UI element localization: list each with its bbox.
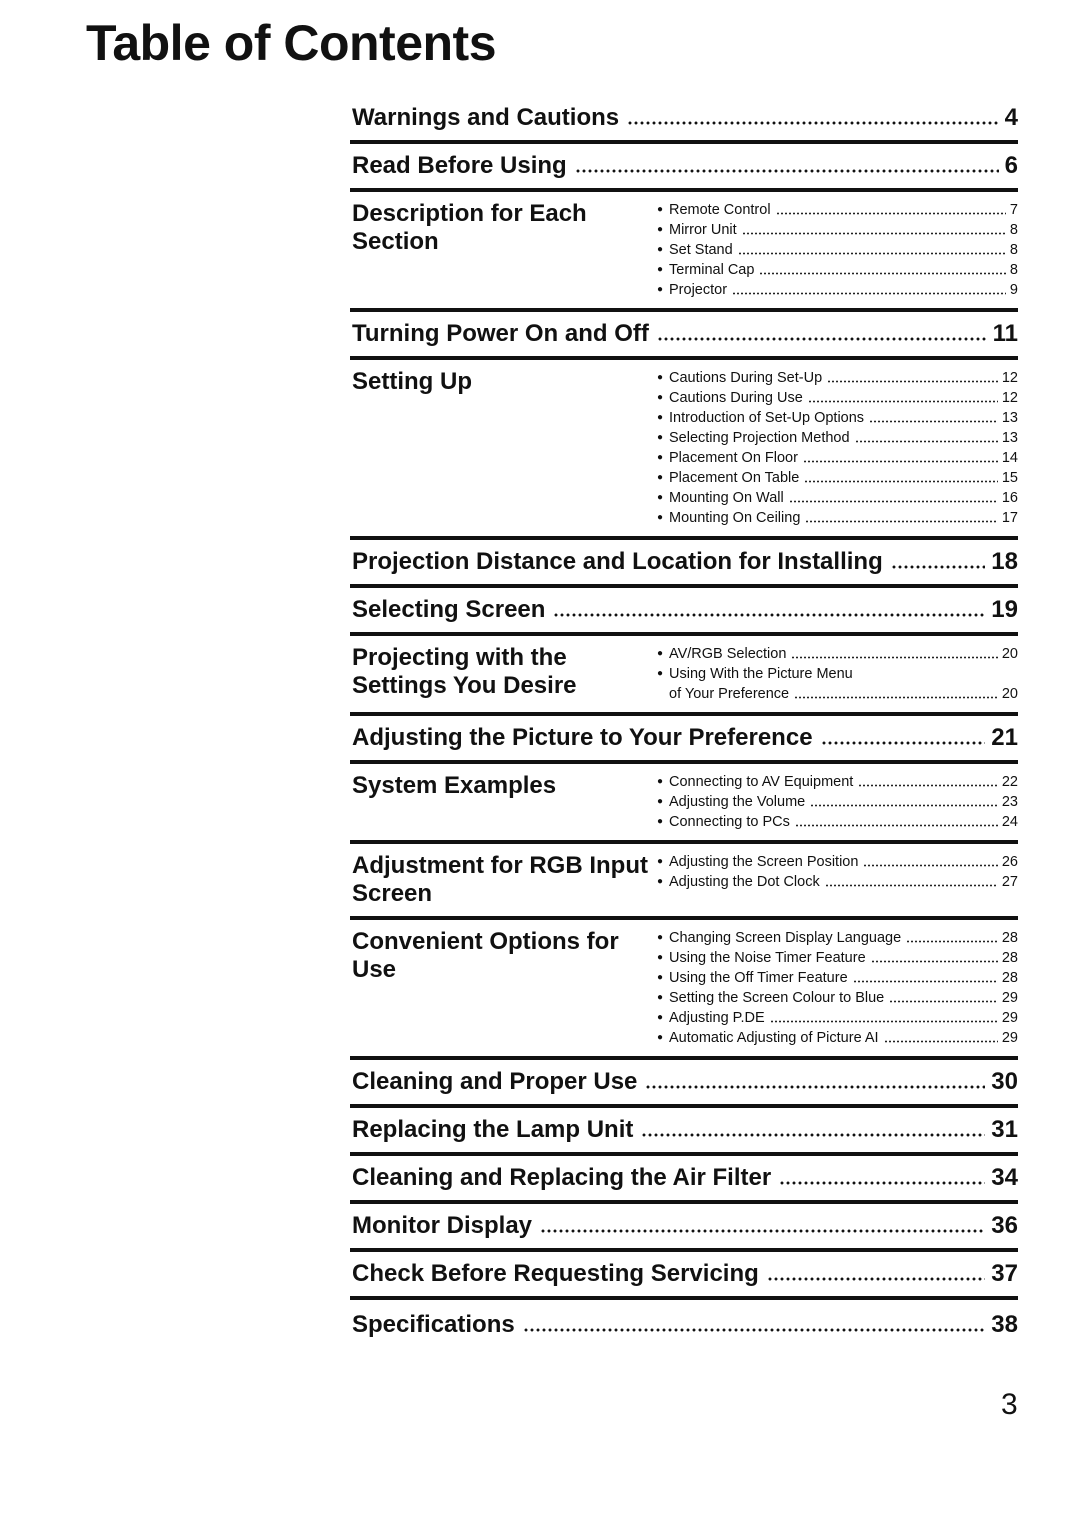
entry-title: Selecting Screen xyxy=(352,596,546,623)
toc-subitem[interactable] xyxy=(657,664,1018,684)
entry-page: 37 xyxy=(991,1260,1018,1287)
section-title: Description for Each Section xyxy=(352,200,587,255)
dot-leader xyxy=(767,1277,986,1281)
dot-leader xyxy=(855,440,998,443)
entry-title: Warnings and Cautions xyxy=(352,104,620,131)
dot-leader xyxy=(804,480,998,483)
toc-subitem[interactable] xyxy=(657,280,1018,300)
toc-section xyxy=(350,764,1018,844)
bullet-icon: ● xyxy=(657,648,664,659)
entry-page: 18 xyxy=(991,548,1018,575)
dot-leader xyxy=(869,420,998,423)
entry-title: Monitor Display xyxy=(352,1212,533,1239)
subitem-page: 26 xyxy=(1001,854,1018,870)
dot-leader xyxy=(645,1085,985,1089)
entry-title: Replacing the Lamp Unit xyxy=(352,1116,634,1143)
bullet-icon: ● xyxy=(657,224,664,235)
subitem-label: Changing Screen Display Language xyxy=(669,930,902,946)
subitem-page: 29 xyxy=(1001,1030,1018,1046)
subitem-label: Adjusting the Dot Clock xyxy=(669,874,820,890)
bullet-icon: ● xyxy=(657,412,664,423)
subitem-label: Adjusting the Screen Position xyxy=(669,854,859,870)
subitem-label: Placement On Table xyxy=(669,470,800,486)
dot-leader xyxy=(789,500,998,503)
bullet-icon: ● xyxy=(657,452,664,463)
bullet-icon: ● xyxy=(657,952,664,963)
subitem-label: Using With the Picture Menu xyxy=(669,666,853,682)
toc-section xyxy=(350,844,1018,920)
dot-leader xyxy=(853,980,998,983)
toc-subitem[interactable] xyxy=(657,368,1018,388)
subitem-page: 16 xyxy=(1001,490,1018,506)
subitem-page: 7 xyxy=(1009,202,1018,218)
bullet-icon: ● xyxy=(657,392,664,403)
bullet-icon: ● xyxy=(657,876,664,887)
toc-subitem[interactable] xyxy=(657,812,1018,832)
dot-leader xyxy=(575,169,999,173)
dot-leader xyxy=(827,380,998,383)
entry-page: 38 xyxy=(991,1311,1018,1338)
bullet-icon: ● xyxy=(657,1032,664,1043)
toc-subitem[interactable] xyxy=(657,200,1018,220)
page-title: Table of Contents xyxy=(86,15,497,71)
subitem-page: 8 xyxy=(1009,222,1018,238)
toc-subitem[interactable] xyxy=(657,428,1018,448)
page-number: 3 xyxy=(1001,1388,1018,1421)
dot-leader xyxy=(540,1229,985,1233)
section-title: System Examples xyxy=(352,772,557,799)
bullet-icon: ● xyxy=(657,512,664,523)
subitem-label: Set Stand xyxy=(669,242,733,258)
bullet-icon: ● xyxy=(657,284,664,295)
subitem-list xyxy=(657,852,1018,892)
subitem-label: Mounting On Wall xyxy=(669,490,784,506)
toc-entry[interactable] xyxy=(350,1108,1018,1156)
subitem-label: Connecting to AV Equipment xyxy=(669,774,854,790)
subitem-page: 28 xyxy=(1001,950,1018,966)
subitem-page: 17 xyxy=(1001,510,1018,526)
dot-leader xyxy=(523,1328,986,1332)
subitem-label: Selecting Projection Method xyxy=(669,430,850,446)
toc-subitem[interactable] xyxy=(657,948,1018,968)
toc-entry[interactable] xyxy=(350,1060,1018,1108)
toc-subitem[interactable] xyxy=(657,408,1018,428)
toc-subitem[interactable] xyxy=(657,220,1018,240)
toc-subitem-continued[interactable] xyxy=(657,684,1018,704)
subitem-label: Setting the Screen Colour to Blue xyxy=(669,990,885,1006)
entry-title: Adjusting the Picture to Your Preference xyxy=(352,724,813,751)
section-title: Setting Up xyxy=(352,368,472,395)
entry-page: 19 xyxy=(991,596,1018,623)
dot-leader xyxy=(553,613,985,617)
toc-subitem[interactable] xyxy=(657,388,1018,408)
toc-subitem[interactable] xyxy=(657,772,1018,792)
entry-title: Turning Power On and Off xyxy=(352,320,649,347)
subitem-page: 28 xyxy=(1001,930,1018,946)
toc-subitem[interactable] xyxy=(657,644,1018,664)
bullet-icon: ● xyxy=(657,244,664,255)
entry-page: 30 xyxy=(991,1068,1018,1095)
bullet-icon: ● xyxy=(657,932,664,943)
dot-leader xyxy=(779,1181,985,1185)
subitem-label: Using the Noise Timer Feature xyxy=(669,950,866,966)
dot-leader xyxy=(791,656,997,659)
dot-leader xyxy=(742,232,1006,235)
toc-section xyxy=(350,636,1018,716)
toc-section xyxy=(350,360,1018,540)
subitem-page: 23 xyxy=(1001,794,1018,810)
toc-subitem[interactable] xyxy=(657,928,1018,948)
subitem-label: AV/RGB Selection xyxy=(669,646,787,662)
toc-subitem[interactable] xyxy=(657,852,1018,872)
subitem-page: 15 xyxy=(1001,470,1018,486)
toc-subitem[interactable] xyxy=(657,872,1018,892)
toc-subitem[interactable] xyxy=(657,260,1018,280)
entry-page: 34 xyxy=(991,1164,1018,1191)
subitem-page: 29 xyxy=(1001,990,1018,1006)
toc-subitem[interactable] xyxy=(657,1008,1018,1028)
bullet-icon: ● xyxy=(657,372,664,383)
section-title: Adjustment for RGB Input Screen xyxy=(352,852,648,907)
dot-leader xyxy=(808,400,998,403)
entry-title: Read Before Using xyxy=(352,152,567,179)
subitem-page: 12 xyxy=(1001,370,1018,386)
toc-subitem[interactable] xyxy=(657,240,1018,260)
toc-list xyxy=(350,96,1018,1347)
toc-entry[interactable] xyxy=(350,1300,1018,1347)
subitem-label: Automatic Adjusting of Picture AI xyxy=(669,1030,879,1046)
subitem-page: 13 xyxy=(1001,410,1018,426)
subitem-page: 14 xyxy=(1001,450,1018,466)
entry-page: 6 xyxy=(1004,152,1018,179)
entry-title: Cleaning and Replacing the Air Filter xyxy=(352,1164,772,1191)
subitem-label: Using the Off Timer Feature xyxy=(669,970,848,986)
entry-page: 36 xyxy=(991,1212,1018,1239)
dot-leader xyxy=(906,940,998,943)
toc-subitem[interactable] xyxy=(657,488,1018,508)
toc-entry[interactable] xyxy=(350,540,1018,588)
subitem-label: Cautions During Use xyxy=(669,390,803,406)
toc-entry[interactable] xyxy=(350,1204,1018,1252)
section-title: Projecting with the Settings You Desire xyxy=(352,644,577,699)
subitem-list xyxy=(657,200,1018,300)
bullet-icon: ● xyxy=(657,992,664,1003)
bullet-icon: ● xyxy=(657,856,664,867)
entry-title: Check Before Requesting Servicing xyxy=(352,1260,759,1287)
entry-page: 31 xyxy=(991,1116,1018,1143)
subitem-list xyxy=(657,928,1018,1048)
subitem-label: Projector xyxy=(669,282,728,298)
subitem-page: 9 xyxy=(1009,282,1018,298)
bullet-icon: ● xyxy=(657,264,664,275)
subitem-page: 29 xyxy=(1001,1010,1018,1026)
toc-entry[interactable] xyxy=(350,1252,1018,1300)
subitem-page: 13 xyxy=(1001,430,1018,446)
subitem-list xyxy=(657,772,1018,832)
entry-title: Cleaning and Proper Use xyxy=(352,1068,638,1095)
subitem-page: 28 xyxy=(1001,970,1018,986)
toc-subitem[interactable] xyxy=(657,1028,1018,1048)
bullet-icon: ● xyxy=(657,472,664,483)
dot-leader xyxy=(863,864,997,867)
subitem-page: 22 xyxy=(1001,774,1018,790)
toc-subitem[interactable] xyxy=(657,448,1018,468)
bullet-icon: ● xyxy=(657,796,664,807)
dot-leader xyxy=(759,272,1006,275)
dot-leader xyxy=(776,212,1006,215)
toc-entry[interactable] xyxy=(350,96,1018,144)
dot-leader xyxy=(803,460,998,463)
bullet-icon: ● xyxy=(657,972,664,983)
toc-section xyxy=(350,920,1018,1060)
toc-entry[interactable] xyxy=(350,1156,1018,1204)
toc-subitem[interactable] xyxy=(657,988,1018,1008)
toc-subitem[interactable] xyxy=(657,792,1018,812)
dot-leader xyxy=(794,696,998,699)
subitem-label-continued: of Your Preference xyxy=(669,686,790,702)
subitem-list xyxy=(657,368,1018,528)
subitem-label: Introduction of Set-Up Options xyxy=(669,410,865,426)
toc-section xyxy=(350,192,1018,312)
subitem-label: Mirror Unit xyxy=(669,222,737,238)
dot-leader xyxy=(627,121,999,125)
bullet-icon: ● xyxy=(657,492,664,503)
dot-leader xyxy=(825,884,998,887)
subitem-page: 8 xyxy=(1009,242,1018,258)
dot-leader xyxy=(657,337,987,341)
bullet-icon: ● xyxy=(657,776,664,787)
subitem-label: Placement On Floor xyxy=(669,450,798,466)
dot-leader xyxy=(821,741,986,745)
dot-leader xyxy=(884,1040,998,1043)
toc-subitem[interactable] xyxy=(657,508,1018,528)
subitem-page: 24 xyxy=(1001,814,1018,830)
bullet-icon: ● xyxy=(657,668,664,679)
toc-entry[interactable] xyxy=(350,588,1018,636)
bullet-icon: ● xyxy=(657,1012,664,1023)
dot-leader xyxy=(858,784,998,787)
subitem-label: Mounting On Ceiling xyxy=(669,510,801,526)
entry-title: Projection Distance and Location for Installing xyxy=(352,548,883,575)
bullet-icon: ● xyxy=(657,816,664,827)
subitem-page: 20 xyxy=(1001,646,1018,662)
subitem-label: Remote Control xyxy=(669,202,771,218)
toc-entry[interactable] xyxy=(350,312,1018,360)
entry-title: Specifications xyxy=(352,1311,515,1338)
entry-page: 21 xyxy=(991,724,1018,751)
dot-leader xyxy=(891,565,986,569)
bullet-icon: ● xyxy=(657,204,664,215)
dot-leader xyxy=(770,1020,998,1023)
dot-leader xyxy=(641,1133,985,1137)
dot-leader xyxy=(795,824,998,827)
subitem-page: 8 xyxy=(1009,262,1018,278)
subitem-page: 20 xyxy=(1001,686,1018,702)
entry-page: 4 xyxy=(1004,104,1018,131)
subitem-label: Connecting to PCs xyxy=(669,814,790,830)
subitem-label: Terminal Cap xyxy=(669,262,755,278)
toc-entry[interactable] xyxy=(350,144,1018,192)
toc-entry[interactable] xyxy=(350,716,1018,764)
subitem-list xyxy=(657,644,1018,704)
section-title: Convenient Options for Use xyxy=(352,928,619,983)
entry-page: 11 xyxy=(992,320,1018,347)
dot-leader xyxy=(871,960,998,963)
dot-leader xyxy=(889,1000,998,1003)
subitem-page: 27 xyxy=(1001,874,1018,890)
subitem-label: Adjusting the Volume xyxy=(669,794,806,810)
subitem-label: Cautions During Set-Up xyxy=(669,370,823,386)
toc-subitem[interactable] xyxy=(657,968,1018,988)
subitem-label: Adjusting P.DE xyxy=(669,1010,765,1026)
toc-subitem[interactable] xyxy=(657,468,1018,488)
dot-leader xyxy=(732,292,1006,295)
bullet-icon: ● xyxy=(657,432,664,443)
subitem-page: 12 xyxy=(1001,390,1018,406)
dot-leader xyxy=(805,520,997,523)
dot-leader xyxy=(810,804,998,807)
dot-leader xyxy=(738,252,1006,255)
